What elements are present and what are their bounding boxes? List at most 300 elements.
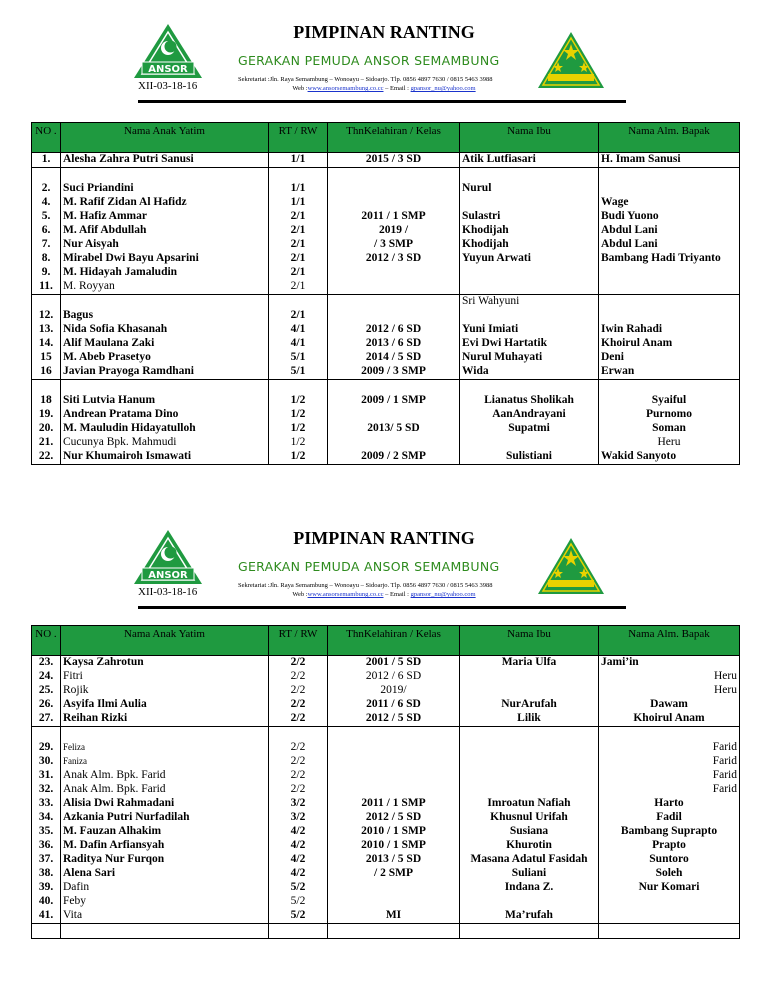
table-row (32, 769, 740, 783)
cell-name: Reihan Rizki (61, 712, 269, 727)
cell-no: 19. (32, 408, 61, 422)
cell-name: Nur Aisyah (61, 238, 269, 252)
table-row (32, 153, 740, 168)
cell-mother: Susiana (460, 825, 599, 839)
cell-rtrw: 2/2 (269, 769, 328, 783)
cell-father: Khoirul Anam (599, 337, 740, 351)
cell-no: 1. (32, 153, 61, 168)
cell-father: Wakid Sanyoto (599, 450, 740, 465)
col-birth: ThnKelahiran / Kelas (328, 123, 460, 153)
cell-rtrw: 4/2 (269, 825, 328, 839)
cell-father: Bambang Suprapto (599, 825, 740, 839)
cell-mother: Sulistiani (460, 450, 599, 465)
cell-no: 32. (32, 783, 61, 797)
cell-name: Feby (61, 895, 269, 909)
table-row (32, 684, 740, 698)
cell-father: Soman (599, 422, 740, 436)
col-father: Nama Alm. Bapak (599, 123, 740, 153)
cell-birth: 2001 / 5 SD (328, 656, 460, 671)
cell-mother: Yuyun Arwati (460, 252, 599, 266)
cell-birth: / 2 SMP (328, 867, 460, 881)
spacer-row (32, 380, 740, 395)
star-emblem-icon (536, 30, 606, 90)
cell-name: M. Rafif Zidan Al Hafidz (61, 196, 269, 210)
table-row (32, 755, 740, 769)
cell-name: M. Fauzan Alhakim (61, 825, 269, 839)
cell-name: Fitri (61, 670, 269, 684)
cell-father: Purnomo (599, 408, 740, 422)
cell-birth: 2019 / (328, 224, 460, 238)
cell-name: Mirabel Dwi Bayu Apsarini (61, 252, 269, 266)
cell-mother (460, 436, 599, 450)
cell-name: Alisia Dwi Rahmadani (61, 797, 269, 811)
cell-birth (328, 295, 460, 310)
cell-mother (460, 380, 599, 395)
cell-name: Azkania Putri Nurfadilah (61, 811, 269, 825)
cell-rtrw: 2/1 (269, 210, 328, 224)
cell-rtrw (269, 380, 328, 395)
cell-rtrw: 2/1 (269, 309, 328, 323)
table-row (32, 309, 740, 323)
cell-name: Kaysa Zahrotun (61, 656, 269, 671)
cell-no: 12. (32, 309, 61, 323)
cell-rtrw: 1/2 (269, 394, 328, 408)
cell-father: Abdul Lani (599, 224, 740, 238)
cell-name: Andrean Pratama Dino (61, 408, 269, 422)
letterhead-1 (0, 0, 768, 105)
cell-name (61, 924, 269, 939)
table-row (32, 280, 740, 295)
cell-name: Alif Maulana Zaki (61, 337, 269, 351)
cell-father (599, 924, 740, 939)
cell-father: Nur Komari (599, 881, 740, 895)
orphan-table-2 (31, 625, 740, 939)
cell-birth (328, 881, 460, 895)
cell-birth (328, 182, 460, 196)
address: Sekretariat :Jln. Raya Semambung – Wonoayu – Sidoarjo. Tlp. 0856 4897 7630 / 0815 5463 3988 (238, 76, 493, 83)
cell-father: H. Imam Sanusi (599, 153, 740, 168)
email-link[interactable]: gpansor_nu@yahoo.com (410, 85, 476, 92)
cell-mother: Suliani (460, 867, 599, 881)
cell-name: Vita (61, 909, 269, 924)
cell-birth: 2012 / 3 SD (328, 252, 460, 266)
cell-father: Budi Yuono (599, 210, 740, 224)
cell-rtrw (269, 168, 328, 183)
cell-father: Erwan (599, 365, 740, 380)
cell-name: M. Dafin Arfiansyah (61, 839, 269, 853)
web-link[interactable]: www.ansorsemambung.co.cc (307, 85, 384, 92)
org-name: GERAKAN PEMUDA ANSOR SEMAMBUNG (238, 53, 500, 68)
cell-rtrw: 4/2 (269, 853, 328, 867)
cell-rtrw: 2/2 (269, 670, 328, 684)
cell-birth: 2013/ 5 SD (328, 422, 460, 436)
cell-mother: Sri Wahyuni (460, 295, 599, 310)
cell-no: 33. (32, 797, 61, 811)
cell-name: Nur Khumairoh Ismawati (61, 450, 269, 465)
cell-name: M. Afif Abdullah (61, 224, 269, 238)
cell-name: M. Royyan (61, 280, 269, 295)
header-divider (138, 606, 626, 609)
cell-mother: Lianatus Sholikah (460, 394, 599, 408)
cell-father: Farid (599, 769, 740, 783)
table-row (32, 436, 740, 450)
cell-mother: Khodijah (460, 224, 599, 238)
cell-rtrw: 5/2 (269, 881, 328, 895)
cell-rtrw: 4/1 (269, 323, 328, 337)
star-emblem-icon (536, 536, 606, 596)
cell-no: 7. (32, 238, 61, 252)
cell-no: 38. (32, 867, 61, 881)
table-row (32, 210, 740, 224)
cell-birth (328, 924, 460, 939)
cell-no: 4. (32, 196, 61, 210)
email-link[interactable]: gpansor_nu@yahoo.com (410, 591, 476, 598)
cell-no: 41. (32, 909, 61, 924)
cell-mother: Atik Lutfiasari (460, 153, 599, 168)
cell-no: 23. (32, 656, 61, 671)
cell-rtrw: 1/1 (269, 182, 328, 196)
table-row (32, 895, 740, 909)
table-row (32, 252, 740, 266)
cell-father (599, 727, 740, 742)
table-row (32, 867, 740, 881)
cell-no: 30. (32, 755, 61, 769)
cell-no: 24. (32, 670, 61, 684)
cell-father: Heru (599, 670, 740, 684)
cell-rtrw: 2/1 (269, 252, 328, 266)
table-row (32, 182, 740, 196)
cell-mother: Ma’rufah (460, 909, 599, 924)
logo-text: ANSOR (148, 64, 188, 75)
cell-father: Farid (599, 755, 740, 769)
cell-mother (460, 684, 599, 698)
cell-father: Deni (599, 351, 740, 365)
cell-rtrw: 1/2 (269, 422, 328, 436)
table-row (32, 266, 740, 280)
cell-name (61, 380, 269, 395)
table-row (32, 323, 740, 337)
cell-rtrw: 5/1 (269, 365, 328, 380)
cell-birth: 2015 / 3 SD (328, 153, 460, 168)
cell-name: Anak Alm. Bpk. Farid (61, 769, 269, 783)
cell-father: Abdul Lani (599, 238, 740, 252)
cell-birth (328, 755, 460, 769)
cell-mother (460, 727, 599, 742)
cell-rtrw: 3/2 (269, 797, 328, 811)
cell-mother: Maria Ulfa (460, 656, 599, 671)
cell-birth: 2010 / 1 SMP (328, 825, 460, 839)
table-row (32, 741, 740, 755)
cell-birth (328, 280, 460, 295)
orphan-table-1 (31, 122, 740, 465)
cell-rtrw: 3/2 (269, 811, 328, 825)
address: Sekretariat :Jln. Raya Semambung – Wonoayu – Sidoarjo. Tlp. 0856 4897 7630 / 0815 5463 3988 (238, 582, 493, 589)
cell-no: 36. (32, 839, 61, 853)
cell-birth (328, 783, 460, 797)
col-rtrw: RT / RW (269, 123, 328, 153)
cell-name (61, 295, 269, 310)
cell-birth: / 3 SMP (328, 238, 460, 252)
cell-no: 18 (32, 394, 61, 408)
cell-mother: Nurul (460, 182, 599, 196)
cell-birth (328, 408, 460, 422)
table-row (32, 797, 740, 811)
cell-name (61, 168, 269, 183)
cell-rtrw: 2/1 (269, 266, 328, 280)
cell-rtrw (269, 295, 328, 310)
cell-birth: 2012 / 6 SD (328, 670, 460, 684)
cell-no: 40. (32, 895, 61, 909)
cell-father (599, 909, 740, 924)
cell-birth: 2012 / 5 SD (328, 811, 460, 825)
cell-father: Khoirul Anam (599, 712, 740, 727)
cell-birth: 2011 / 6 SD (328, 698, 460, 712)
cell-rtrw: 2/2 (269, 741, 328, 755)
cell-mother: Masana Adatul Fasidah (460, 853, 599, 867)
cell-rtrw: 1/1 (269, 196, 328, 210)
cell-birth (328, 168, 460, 183)
cell-father: Iwin Rahadi (599, 323, 740, 337)
cell-no: 9. (32, 266, 61, 280)
cell-name: Siti Lutvia Hanum (61, 394, 269, 408)
cell-mother: AanAndrayani (460, 408, 599, 422)
cell-father: Bambang Hadi Triyanto (599, 252, 740, 266)
table-row (32, 422, 740, 436)
table-row (32, 881, 740, 895)
cell-father (599, 182, 740, 196)
table-row (32, 656, 740, 671)
cell-name: Faniza (61, 755, 269, 769)
cell-mother (460, 280, 599, 295)
cell-rtrw: 4/1 (269, 337, 328, 351)
letterhead-2 (0, 506, 768, 611)
cell-rtrw: 2/2 (269, 656, 328, 671)
cell-rtrw: 4/2 (269, 867, 328, 881)
cell-birth: 2009 / 3 SMP (328, 365, 460, 380)
cell-mother (460, 895, 599, 909)
cell-name: Anak Alm. Bpk. Farid (61, 783, 269, 797)
cell-father: Farid (599, 783, 740, 797)
cell-mother: Imroatun Nafiah (460, 797, 599, 811)
cell-father: Jami’in (599, 656, 740, 671)
cell-mother: Khurotin (460, 839, 599, 853)
table-row (32, 783, 740, 797)
cell-no: 11. (32, 280, 61, 295)
cell-rtrw (269, 727, 328, 742)
table-row (32, 698, 740, 712)
cell-name: M. Mauludin Hidayatulloh (61, 422, 269, 436)
table-row (32, 337, 740, 351)
cell-birth: 2012 / 6 SD (328, 323, 460, 337)
cell-birth: 2013 / 5 SD (328, 853, 460, 867)
cell-no: 34. (32, 811, 61, 825)
table-row (32, 224, 740, 238)
cell-father (599, 380, 740, 395)
page-title: PIMPINAN RANTING (293, 528, 475, 548)
header-divider (138, 100, 626, 103)
cell-name: M. Hafiz Ammar (61, 210, 269, 224)
cell-name: M. Abeb Prasetyo (61, 351, 269, 365)
table-row (32, 351, 740, 365)
cell-no: 31. (32, 769, 61, 783)
cell-mother: Indana Z. (460, 881, 599, 895)
cell-name: Alena Sari (61, 867, 269, 881)
cell-no (32, 295, 61, 310)
cell-rtrw: 2/2 (269, 783, 328, 797)
cell-birth: 2014 / 5 SD (328, 351, 460, 365)
cell-no: 8. (32, 252, 61, 266)
cell-no (32, 924, 61, 939)
cell-birth: 2011 / 1 SMP (328, 797, 460, 811)
cell-father: Farid (599, 741, 740, 755)
cell-father: Syaiful (599, 394, 740, 408)
spacer-row (32, 168, 740, 183)
org-name: GERAKAN PEMUDA ANSOR SEMAMBUNG (238, 559, 500, 574)
cell-rtrw (269, 924, 328, 939)
cell-mother (460, 670, 599, 684)
cell-no (32, 380, 61, 395)
cell-no: 27. (32, 712, 61, 727)
cell-rtrw: 1/2 (269, 408, 328, 422)
reference-code: XII-03-18-16 (138, 586, 198, 598)
cell-no (32, 727, 61, 742)
cell-father (599, 266, 740, 280)
cell-no (32, 168, 61, 183)
cell-birth (328, 436, 460, 450)
cell-rtrw: 1/2 (269, 450, 328, 465)
table-row (32, 811, 740, 825)
cell-no: 14. (32, 337, 61, 351)
page-title: PIMPINAN RANTING (293, 22, 475, 42)
table-row (32, 450, 740, 465)
cell-father: Heru (599, 684, 740, 698)
cell-birth (328, 380, 460, 395)
cell-rtrw: 1/2 (269, 436, 328, 450)
cell-birth: MI (328, 909, 460, 924)
table-row (32, 394, 740, 408)
cell-mother: Wida (460, 365, 599, 380)
cell-name: Asyifa Ilmi Aulia (61, 698, 269, 712)
cell-rtrw: 5/2 (269, 909, 328, 924)
table-row (32, 712, 740, 727)
cell-name: Nida Sofia Khasanah (61, 323, 269, 337)
table-header-row (32, 123, 740, 153)
cell-no: 29. (32, 741, 61, 755)
cell-rtrw: 2/2 (269, 684, 328, 698)
spacer-row (32, 727, 740, 742)
table-row (32, 909, 740, 924)
cell-name: Javian Prayoga Ramdhani (61, 365, 269, 380)
cell-mother (460, 769, 599, 783)
cell-name: Bagus (61, 309, 269, 323)
cell-birth (328, 727, 460, 742)
cell-father: Suntoro (599, 853, 740, 867)
col-birth: ThnKelahiran / Kelas (328, 626, 460, 656)
cell-father: Harto (599, 797, 740, 811)
web-line: Web :www.ansorsemambung.co.cc – Email : gpansor_nu@yahoo.com (292, 591, 476, 598)
cell-rtrw: 2/1 (269, 238, 328, 252)
cell-name: M. Hidayah Jamaludin (61, 266, 269, 280)
cell-rtrw: 2/2 (269, 698, 328, 712)
cell-mother: Sulastri (460, 210, 599, 224)
cell-father (599, 295, 740, 310)
cell-birth: 2009 / 1 SMP (328, 394, 460, 408)
cell-mother: Evi Dwi Hartatik (460, 337, 599, 351)
table-row (32, 365, 740, 380)
cell-father: Wage (599, 196, 740, 210)
table-row (32, 196, 740, 210)
cell-mother: Yuni Imiati (460, 323, 599, 337)
logo-text: ANSOR (148, 570, 188, 581)
reference-code: XII-03-18-16 (138, 80, 198, 92)
cell-mother: Khodijah (460, 238, 599, 252)
spacer-row (32, 924, 740, 939)
table-row (32, 670, 740, 684)
cell-mother: Nurul Muhayati (460, 351, 599, 365)
cell-no: 2. (32, 182, 61, 196)
cell-birth: 2013 / 6 SD (328, 337, 460, 351)
col-name: Nama Anak Yatim (61, 123, 269, 153)
cell-rtrw: 5/2 (269, 895, 328, 909)
col-no: NO . (32, 123, 61, 153)
col-mother: Nama Ibu (460, 123, 599, 153)
cell-rtrw: 2/2 (269, 755, 328, 769)
table-header-row (32, 626, 740, 656)
cell-mother (460, 196, 599, 210)
table-row (32, 408, 740, 422)
cell-name: Rojik (61, 684, 269, 698)
cell-mother (460, 168, 599, 183)
cell-no: 20. (32, 422, 61, 436)
table-row (32, 839, 740, 853)
cell-no: 22. (32, 450, 61, 465)
cell-name: Cucunya Bpk. Mahmudi (61, 436, 269, 450)
cell-no: 6. (32, 224, 61, 238)
cell-father: Heru (599, 436, 740, 450)
cell-father: Fadil (599, 811, 740, 825)
cell-no: 35. (32, 825, 61, 839)
cell-no: 39. (32, 881, 61, 895)
cell-no: 16 (32, 365, 61, 380)
cell-name (61, 727, 269, 742)
cell-no: 5. (32, 210, 61, 224)
cell-mother (460, 924, 599, 939)
cell-no: 37. (32, 853, 61, 867)
cell-name: Alesha Zahra Putri Sanusi (61, 153, 269, 168)
cell-name: Suci Priandini (61, 182, 269, 196)
cell-mother: Supatmi (460, 422, 599, 436)
table-row (32, 825, 740, 839)
cell-birth (328, 266, 460, 280)
web-link[interactable]: www.ansorsemambung.co.cc (307, 591, 384, 598)
web-line: Web :www.ansorsemambung.co.cc – Email : gpansor_nu@yahoo.com (292, 85, 476, 92)
cell-mother (460, 783, 599, 797)
cell-rtrw: 2/2 (269, 712, 328, 727)
cell-birth: 2012 / 5 SD (328, 712, 460, 727)
col-no: NO . (32, 626, 61, 656)
cell-birth (328, 196, 460, 210)
cell-mother (460, 741, 599, 755)
cell-name: Dafin (61, 881, 269, 895)
col-father: Nama Alm. Bapak (599, 626, 740, 656)
cell-rtrw: 5/1 (269, 351, 328, 365)
cell-rtrw: 2/1 (269, 280, 328, 295)
cell-mother: Lilik (460, 712, 599, 727)
cell-birth (328, 769, 460, 783)
cell-mother (460, 266, 599, 280)
cell-father (599, 280, 740, 295)
col-rtrw: RT / RW (269, 626, 328, 656)
